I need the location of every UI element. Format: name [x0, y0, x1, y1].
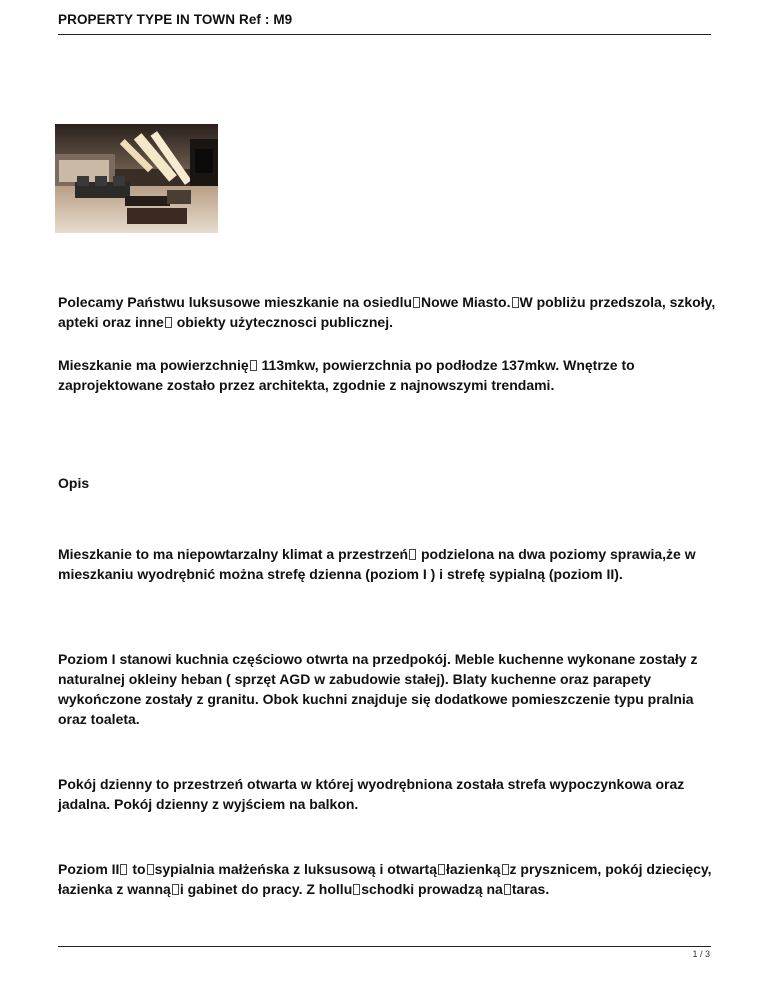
footer-divider	[58, 946, 711, 947]
paragraph-text: W pobliżu przedszola, szkoły, apteki oraz inne	[58, 294, 716, 330]
paragraph-text: taras.	[511, 881, 550, 897]
paragraph-text: Mieszkanie to ma niepowtarzalny klimat a przestrzeń	[58, 546, 409, 562]
missing-glyph-icon	[172, 884, 179, 895]
paragraph-level-two	[58, 859, 718, 899]
paragraph-text: Poziom II	[58, 861, 120, 877]
interior-photo	[55, 124, 218, 233]
paragraph-text: z prysznicem, pokój dziecięcy, łazienka z wanną	[58, 861, 712, 897]
paragraph-level-one: Poziom I stanowi kuchnia częściowo otwrta na przedpokój. Meble kuchenne wykonane zostały z naturalnej okleiny heban ( sprzęt AGD w zabudowie stałej). Blaty kuchenne oraz parapety wykończone zostały z granitu. Obok kuchni znajduje się dodatkowe pomieszczenie typu pralnia oraz toaleta.	[58, 651, 698, 727]
paragraph-text: podzielona na dwa poziomy sprawia,że w mieszkaniu wyodrębnić można strefę dzienna (poziom I ) i strefę sypialną (poziom II).	[58, 546, 696, 582]
paragraph-text: Mieszkanie ma powierzchnię	[58, 357, 249, 373]
missing-glyph-icon	[438, 864, 445, 875]
paragraph-levels	[58, 544, 718, 584]
paragraph-text: to	[128, 861, 146, 877]
missing-glyph-icon	[512, 297, 519, 308]
missing-glyph-icon	[250, 360, 257, 371]
paragraph-text: Polecamy Państwu luksusowe mieszkanie na osiedlu	[58, 294, 413, 310]
page-number: 1 / 3	[692, 949, 710, 959]
paragraph-text: schodki prowadzą na	[361, 881, 503, 897]
paragraph-area	[58, 355, 718, 395]
header-divider	[58, 34, 711, 35]
paragraph-text: i gabinet do pracy. Z hollu	[179, 881, 353, 897]
missing-glyph-icon	[502, 864, 509, 875]
missing-glyph-icon	[504, 884, 511, 895]
missing-glyph-icon	[147, 864, 154, 875]
section-heading-opis: Opis	[58, 475, 90, 491]
paragraph-text: Nowe Miasto.	[421, 294, 511, 310]
paragraph-text: obiekty użytecznosci publicznej.	[172, 314, 393, 330]
paragraph-intro	[58, 292, 718, 332]
paragraph-text: 113mkw, powierzchnia po podłodze 137mkw. Wnętrze to zaprojektowane zostało przez architekta, zgodnie z najnowszymi trendami.	[58, 357, 635, 393]
missing-glyph-icon	[413, 297, 420, 308]
missing-glyph-icon	[353, 884, 360, 895]
paragraph-living-room: Pokój dzienny to przestrzeń otwarta w której wyodrębniona została strefa wypoczynkowa oraz jadalna. Pokój dzienny z wyjściem na balkon.	[58, 776, 685, 812]
paragraph-text: łazienką	[446, 861, 501, 877]
missing-glyph-icon	[165, 317, 172, 328]
missing-glyph-icon	[120, 864, 127, 875]
missing-glyph-icon	[409, 549, 416, 560]
paragraph-text: sypialnia małżeńska z luksusową i otwartą	[154, 861, 438, 877]
document-header: PROPERTY TYPE IN TOWN Ref : M9	[58, 12, 293, 27]
